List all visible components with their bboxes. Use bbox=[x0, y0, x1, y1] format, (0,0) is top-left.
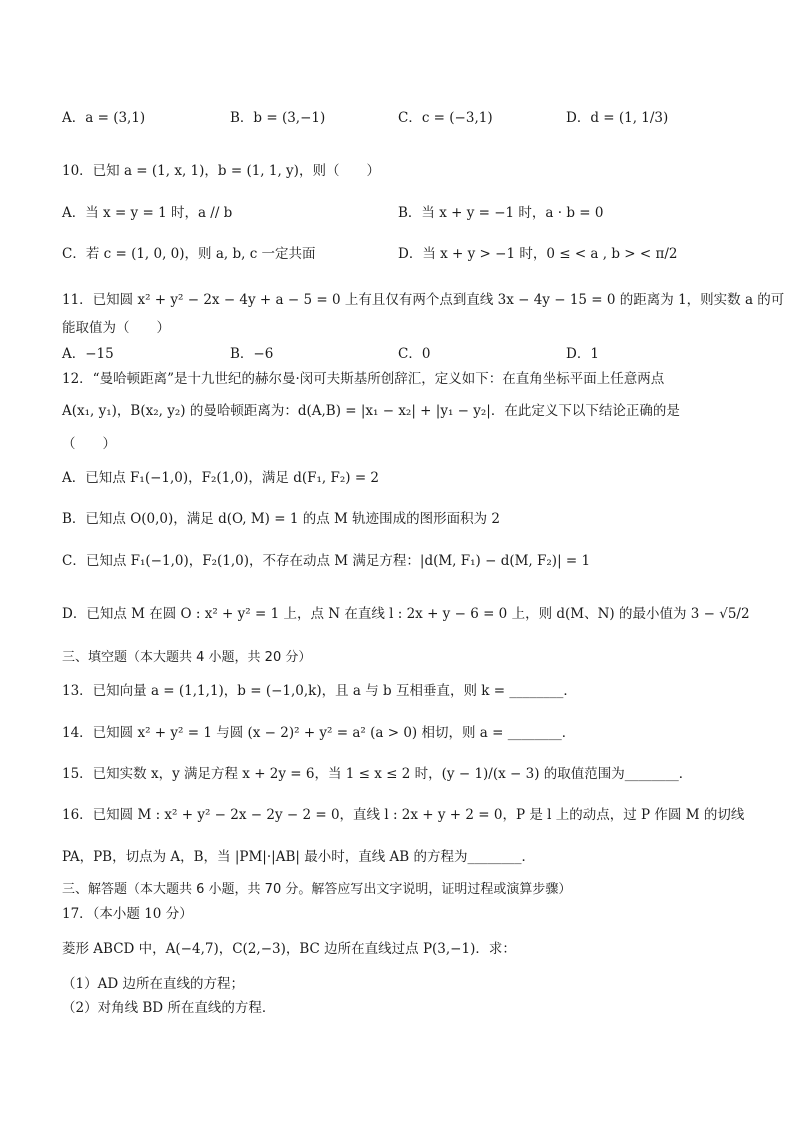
q11-option-a: A．−15 bbox=[62, 346, 114, 362]
q9-option-b: B．b = (3,−1) bbox=[230, 110, 326, 126]
q12-line3: （ ） bbox=[62, 436, 116, 452]
q9-option-d: D．d = (1, 1/3) bbox=[566, 110, 669, 126]
section-fill-in-title: 三、填空题（本大题共 4 小题，共 20 分） bbox=[62, 650, 312, 665]
q10-option-b: B．当 x + y = −1 时，a · b = 0 bbox=[398, 205, 604, 221]
q11-stem-line2: 能取值为（ ） bbox=[62, 320, 170, 336]
q17-part1: （1）AD 边所在直线的方程； bbox=[62, 976, 244, 992]
q9-option-a: A．a = (3,1) bbox=[62, 110, 146, 126]
q9-option-c: C．c = (−3,1) bbox=[398, 110, 493, 126]
q17-header: 17．（本小题 10 分） bbox=[62, 906, 193, 922]
question-15: 15．已知实数 x，y 满足方程 x + 2y = 6，当 1 ≤ x ≤ 2 时，(y − 1)/(x − 3) 的取值范围为________． bbox=[62, 766, 693, 782]
q12-option-d: D．已知点 M 在圆 O : x² + y² = 1 上，点 N 在直线 l : 2x + y − 6 = 0 上，则 d(M、N) 的最小值为 3 − √5/2 bbox=[62, 606, 750, 622]
q17-stem: 菱形 ABCD 中，A(−4,7)，C(2,−3)，BC 边所在直线过点 P(3,−1)．求： bbox=[62, 941, 516, 957]
q10-option-d: D．当 x + y > −1 时，0 ≤ < a , b > < π/2 bbox=[398, 246, 678, 262]
q12-option-c: C．已知点 F₁(−1,0)，F₂(1,0)，不存在动点 M 满足方程：|d(M, F₁) − d(M, F₂)| = 1 bbox=[62, 553, 591, 569]
section-answer-title: 三、解答题（本大题共 6 小题，共 70 分。解答应写出文字说明，证明过程或演算步骤） bbox=[62, 882, 572, 897]
question-14: 14．已知圆 x² + y² = 1 与圆 (x − 2)² + y² = a² (a > 0) 相切，则 a = ________． bbox=[62, 725, 576, 741]
q11-stem-line1: 11．已知圆 x² + y² − 2x − 4y + a − 5 = 0 上有且仅有两个点到直线 3x − 4y − 15 = 0 的距离为 1，则实数 a 的可 bbox=[62, 292, 785, 308]
q16-line2: PA，PB，切点为 A，B，当 |PM|·|AB| 最小时，直线 AB 的方程为________． bbox=[62, 849, 535, 865]
q10-option-c: C．若 c = (1, 0, 0)，则 a, b, c 一定共面 bbox=[62, 246, 316, 262]
q12-line2: A(x₁, y₁)，B(x₂, y₂) 的曼哈顿距离为：d(A,B) = |x₁ − x₂| + |y₁ − y₂|．在此定义下以下结论正确的是 bbox=[62, 403, 680, 419]
q17-part2: （2）对角线 BD 所在直线的方程． bbox=[62, 1000, 276, 1016]
q10-option-a: A．当 x = y = 1 时，a // b bbox=[62, 205, 233, 221]
q11-option-d: D．1 bbox=[566, 346, 599, 362]
q12-option-a: A．已知点 F₁(−1,0)，F₂(1,0)，满足 d(F₁, F₂) = 2 bbox=[62, 470, 380, 486]
q11-option-c: C．0 bbox=[398, 346, 431, 362]
q11-option-b: B．−6 bbox=[230, 346, 274, 362]
q12-option-b: B．已知点 O(0,0)，满足 d(O, M) = 1 的点 M 轨迹围成的图形面积为 2 bbox=[62, 511, 500, 527]
question-13: 13．已知向量 a = (1,1,1)，b = (−1,0,k)，且 a 与 b 互相垂直，则 k = ________． bbox=[62, 683, 577, 699]
q10-stem: 10．已知 a = (1, x, 1)，b = (1, 1, y)，则（ ） bbox=[62, 163, 380, 179]
q16-line1: 16．已知圆 M : x² + y² − 2x − 2y − 2 = 0，直线 l : 2x + y + 2 = 0，P 是 l 上的动点，过 P 作圆 M 的切线 bbox=[62, 807, 745, 823]
q12-line1: 12．“曼哈顿距离”是十九世纪的赫尔曼·闵可夫斯基所创辞汇，定义如下：在直角坐标平面上任意两点 bbox=[62, 371, 665, 387]
